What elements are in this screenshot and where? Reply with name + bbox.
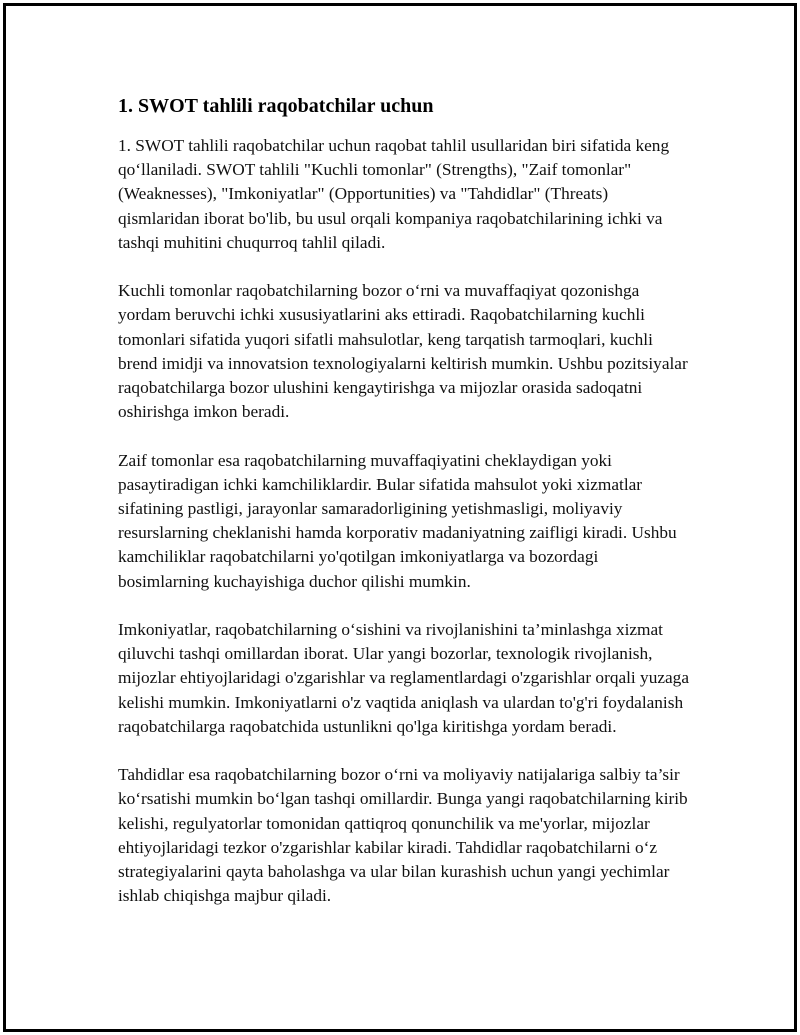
section-heading: 1. SWOT tahlili raqobatchilar uchun bbox=[118, 95, 434, 117]
document-body bbox=[118, 94, 690, 933]
paragraph-strengths: Kuchli tomonlar raqobatchilarning bozor o‘rni va muvaffaqiyat qozonishga yordam beruvchi ichki xususiyatlarini aks ettiradi. Raqobatchilarning kuchli tomonlari sifatida yuqori sifatli mahsulotlar, keng tarqatish tarmoqlari, kuchli brend imidji va innovatsion texnologiyalarni keltirish mumkin. Ushbu pozitsiyalar raqobatchilarga bozor ulushini kengaytirishga va mijozlar orasida sadoqatni oshirishga imkon beradi. bbox=[118, 281, 688, 422]
paragraph-swot-intro: 1. SWOT tahlili raqobatchilar uchun raqobat tahlil usullaridan biri sifatida keng qo‘llaniladi. SWOT tahlili "Kuchli tomonlar" (Strengths), "Zaif tomonlar" (Weaknesses), "Imkoniyatlar" (Opportunities) va "Tahdidlar" (Threats) qismlaridan iborat bo'lib, bu usul orqali kompaniya raqobatchilarining ichki va tashqi muhitini chuqurroq tahlil qiladi. bbox=[118, 136, 670, 252]
paragraph-weaknesses: Zaif tomonlar esa raqobatchilarning muvaffaqiyatini cheklaydigan yoki pasaytiradigan ichki kamchiliklardir. Bular sifatida mahsulot yoki xizmatlar sifatining pastligi, jarayonlar samaradorligining yetishmasligi, moliyaviy resurslarning cheklanishi hamda korporativ madaniyatning zaifligi kiradi. Ushbu kamchiliklar raqobatchilarni yo'qotilgan imkoniyatlarga va bozordagi bosimlarning kuchayishiga duchor qilishi mumkin. bbox=[118, 450, 677, 591]
paragraph-opportunities: Imkoniyatlar, raqobatchilarning o‘sishini va rivojlanishini ta’minlashga xizmat qiluvchi tashqi omillardan iborat. Ular yangi bozorlar, texnologik rivojlanish, mijozlar ehtiyojlaridagi o'zgarishlar va reglamentlardagi o'zgarishlar orqali yuzaga kelishi mumkin. Imkoniyatlarni o'z vaqtida aniqlash va ulardan to'g'ri foydalanish raqobatchilarga raqobatchida ustunlikni qo'lga kiritishga yordam beradi. bbox=[118, 620, 689, 736]
paragraph-threats: Tahdidlar esa raqobatchilarning bozor o‘rni va moliyaviy natijalariga salbiy ta’sir ko‘rsatishi mumkin bo‘lgan tashqi omillardir. Bunga yangi raqobatchilarning kirib kelishi, regulyatorlar tomonidan qattiqroq qonunchilik va me'yorlar, mijozlar ehtiyojlaridagi tezkor o'zgarishlar kabilar kiradi. Tahdidlar raqobatchilarni o‘z strategiyalarini qayta baholashga va ular bilan kurashish uchun yangi yechimlar ishlab chiqishga majbur qiladi. bbox=[118, 765, 688, 906]
